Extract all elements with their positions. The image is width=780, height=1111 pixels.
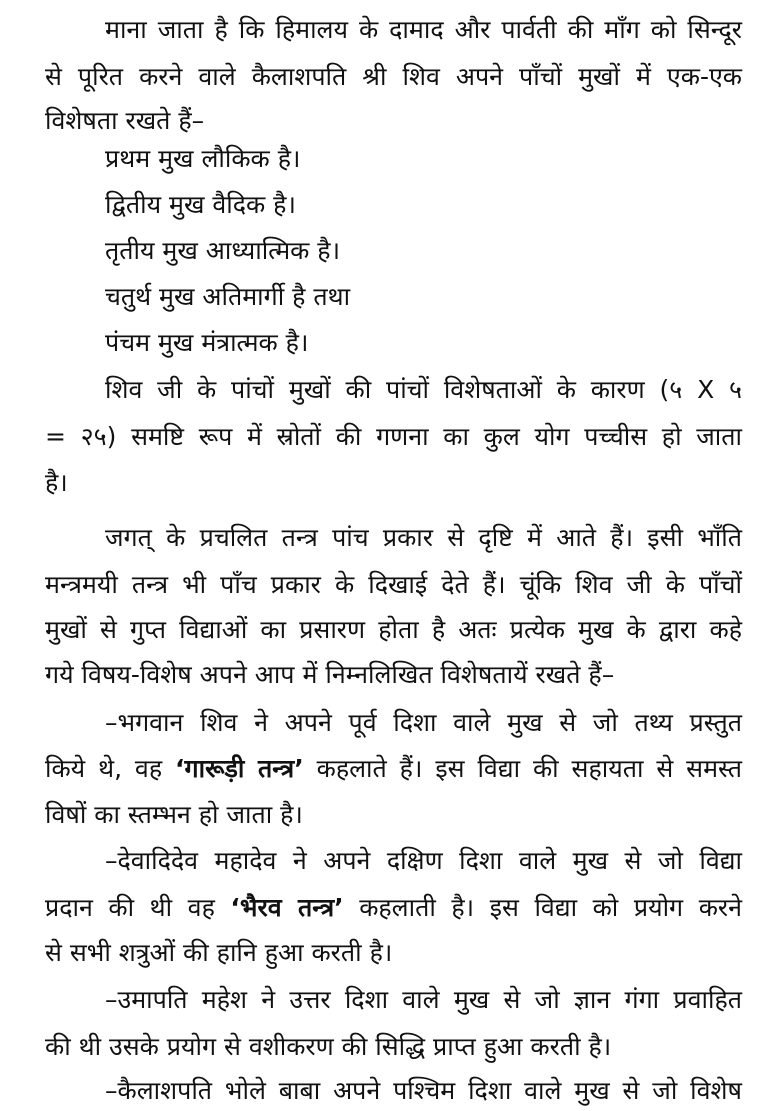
text-line: –भगवान शिव ने अपने पूर्व दिशा वाले मुख से जो तथ्य प्रस्तुत	[105, 708, 742, 737]
text-segment: कहलाते हैं। इस विद्या की सहायता से समस्त	[303, 754, 742, 783]
text-line: से सभी शत्रुओं की हानि हुआ करती है।	[45, 938, 393, 967]
tantra-name-garudi: ‘गारूड़ी तन्त्र’	[175, 754, 304, 783]
text-line: मन्त्रमयी तन्त्र भी पाँच प्रकार के दिखाई देते हैं। चूंकि शिव जी के पाँचों	[45, 570, 742, 599]
text-line	[45, 749, 742, 789]
text-line: जगत् के प्रचलित तन्त्र पांच प्रकार से दृष्टि में आते हैं। इसी भाँति	[105, 523, 742, 552]
list-item: द्वितीय मुख वैदिक है।	[105, 190, 296, 219]
text-line: विषों का स्तम्भन हो जाता है।	[45, 800, 303, 829]
list-item: पंचम मुख मंत्रात्मक है।	[105, 328, 309, 357]
text-line: विशेषता रखते हैं–	[45, 106, 205, 135]
tantra-name-bhairav: ‘भैरव तन्त्र’	[230, 893, 344, 922]
text-line: शिव जी के पांचों मुखों की पांचों विशेषताओं के कारण (५ X ५	[105, 375, 742, 404]
text-line: की थी उसके प्रयोग से वशीकरण की सिद्धि प्राप्त हुआ करती है।	[45, 1032, 612, 1061]
text-line: –देवादिदेव महादेव ने अपने दक्षिण दिशा वाले मुख से जो विद्या	[105, 846, 742, 875]
text-segment: प्रदान की थी वह	[45, 893, 231, 922]
text-line: –उमापति महेश ने उत्तर दिशा वाले मुख से जो ज्ञान गंगा प्रवाहित	[105, 985, 742, 1014]
text-line	[45, 888, 742, 928]
text-line: से पूरित करने वाले कैलाशपति श्री शिव अपने पाँचों मुखों में एक-एक	[45, 62, 742, 91]
text-line: = २५) समष्टि रूप में स्रोतों की गणना का कुल योग पच्चीस हो जाता	[45, 422, 742, 451]
text-line: –कैलाशपति भोले बाबा अपने पश्चिम दिशा वाले मुख से जो विशेष	[105, 1076, 742, 1105]
text-line: माना जाता है कि हिमालय के दामाद और पार्वती की माँग को सिन्दूर	[105, 15, 742, 44]
text-segment: कहलाती है। इस विद्या को प्रयोग करने	[343, 893, 742, 922]
text-segment: किये थे, वह	[45, 754, 176, 783]
list-item: प्रथम मुख लौकिक है।	[105, 144, 301, 173]
text-line: मुखों से गुप्त विद्याओं का प्रसारण होता है अतः प्रत्येक मुख के द्वारा कहे	[45, 615, 742, 644]
text-line: है।	[45, 468, 68, 497]
text-line: गये विषय-विशेष अपने आप में निम्नलिखित विशेषतायें रखते हैं–	[45, 660, 615, 689]
list-item: तृतीय मुख आध्यात्मिक है।	[105, 236, 341, 265]
list-item: चतुर्थ मुख अतिमार्गी है तथा	[105, 282, 351, 311]
